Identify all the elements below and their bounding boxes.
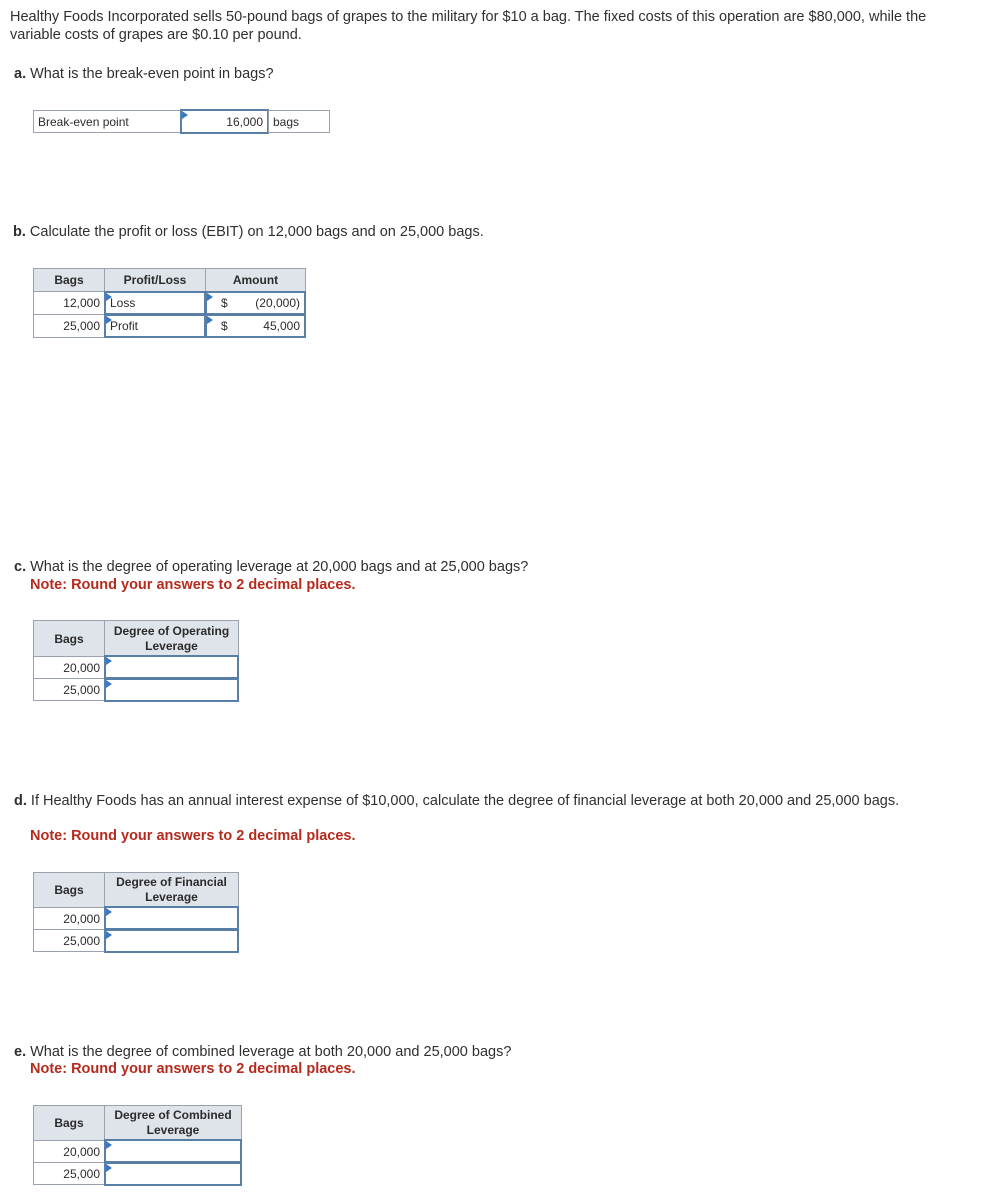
header-dcl: Degree of Combined Leverage	[104, 1105, 242, 1141]
table-row-bags: 25,000	[33, 314, 105, 338]
question-a-text: What is the break-even point in bags?	[26, 66, 274, 82]
note-c: Note: Round your answers to 2 decimal places.	[30, 577, 356, 593]
question-e-text: What is the degree of combined leverage at both 20,000 and 25,000 bags?	[26, 1044, 512, 1060]
break-even-value: 16,000	[226, 114, 263, 129]
answer-flag-icon	[106, 1164, 112, 1172]
header-bags: Bags	[33, 872, 105, 908]
table-row-bags: 25,000	[33, 678, 105, 701]
header-dfl: Degree of Financial Leverage	[104, 872, 239, 908]
break-even-unit-cell	[268, 110, 330, 133]
answer-flag-icon	[106, 931, 112, 939]
question-a-prefix: a.	[14, 66, 27, 82]
break-even-label: Break-even point	[38, 114, 129, 129]
question-d-prefix: d.	[14, 793, 27, 809]
dcl-input[interactable]	[104, 1162, 242, 1186]
dfl-input[interactable]	[104, 906, 239, 930]
note-d: Note: Round your answers to 2 decimal places.	[30, 828, 356, 844]
dcl-input[interactable]	[104, 1139, 242, 1163]
amount-input[interactable]: $ 45,000	[205, 314, 306, 338]
profit-loss-select[interactable]: Loss	[104, 291, 206, 315]
problem-statement: Healthy Foods Incorporated sells 50-pound bags of grapes to the military for $10 a bag. The fixed costs of this operation are $80,000, while the variable costs of grapes are $0.10 per pound.	[10, 9, 927, 43]
answer-flag-icon	[182, 111, 188, 119]
question-b-prefix: b.	[13, 224, 26, 240]
dfl-input[interactable]	[104, 929, 239, 953]
break-even-unit: bags	[273, 114, 300, 129]
amount-input[interactable]: $ (20,000)	[205, 291, 306, 315]
break-even-label-cell	[33, 110, 181, 133]
answer-flag-icon	[207, 293, 213, 301]
question-c-prefix: c.	[14, 559, 27, 575]
question-d	[14, 792, 944, 810]
header-dol: Degree of Operating Leverage	[104, 620, 239, 657]
profit-loss-select[interactable]: Profit	[104, 314, 206, 338]
question-b	[13, 223, 484, 241]
header-bags: Bags	[33, 620, 105, 657]
table-row-bags: 20,000	[33, 656, 105, 679]
question-a	[14, 65, 274, 83]
header-profit-loss: Profit/Loss	[104, 268, 206, 292]
question-e-prefix: e.	[14, 1044, 27, 1060]
question-b-text: Calculate the profit or loss (EBIT) on 12,000 bags and on 25,000 bags.	[25, 224, 484, 240]
table-row-bags: 12,000	[33, 291, 105, 315]
question-d-text: If Healthy Foods has an annual interest expense of $10,000, calculate the degree of financial leverage at both 20,000 and 25,000 bags.	[26, 793, 900, 809]
table-row-bags: 25,000	[33, 929, 105, 952]
table-row-bags: 25,000	[33, 1162, 105, 1185]
answer-flag-icon	[106, 1141, 112, 1149]
table-row-bags: 20,000	[33, 1140, 105, 1163]
header-amount: Amount	[205, 268, 306, 292]
break-even-input[interactable]	[180, 109, 269, 134]
dol-input[interactable]	[104, 678, 239, 702]
header-bags: Bags	[33, 1105, 105, 1141]
dol-input[interactable]	[104, 655, 239, 679]
header-bags: Bags	[33, 268, 105, 292]
question-c	[14, 558, 528, 576]
answer-flag-icon	[207, 316, 213, 324]
note-e: Note: Round your answers to 2 decimal places.	[30, 1061, 356, 1077]
answer-flag-icon	[106, 657, 112, 665]
question-c-text: What is the degree of operating leverage at 20,000 bags and at 25,000 bags?	[26, 559, 529, 575]
table-row-bags: 20,000	[33, 907, 105, 930]
answer-flag-icon	[106, 908, 112, 916]
question-e	[14, 1043, 511, 1061]
answer-flag-icon	[106, 680, 112, 688]
